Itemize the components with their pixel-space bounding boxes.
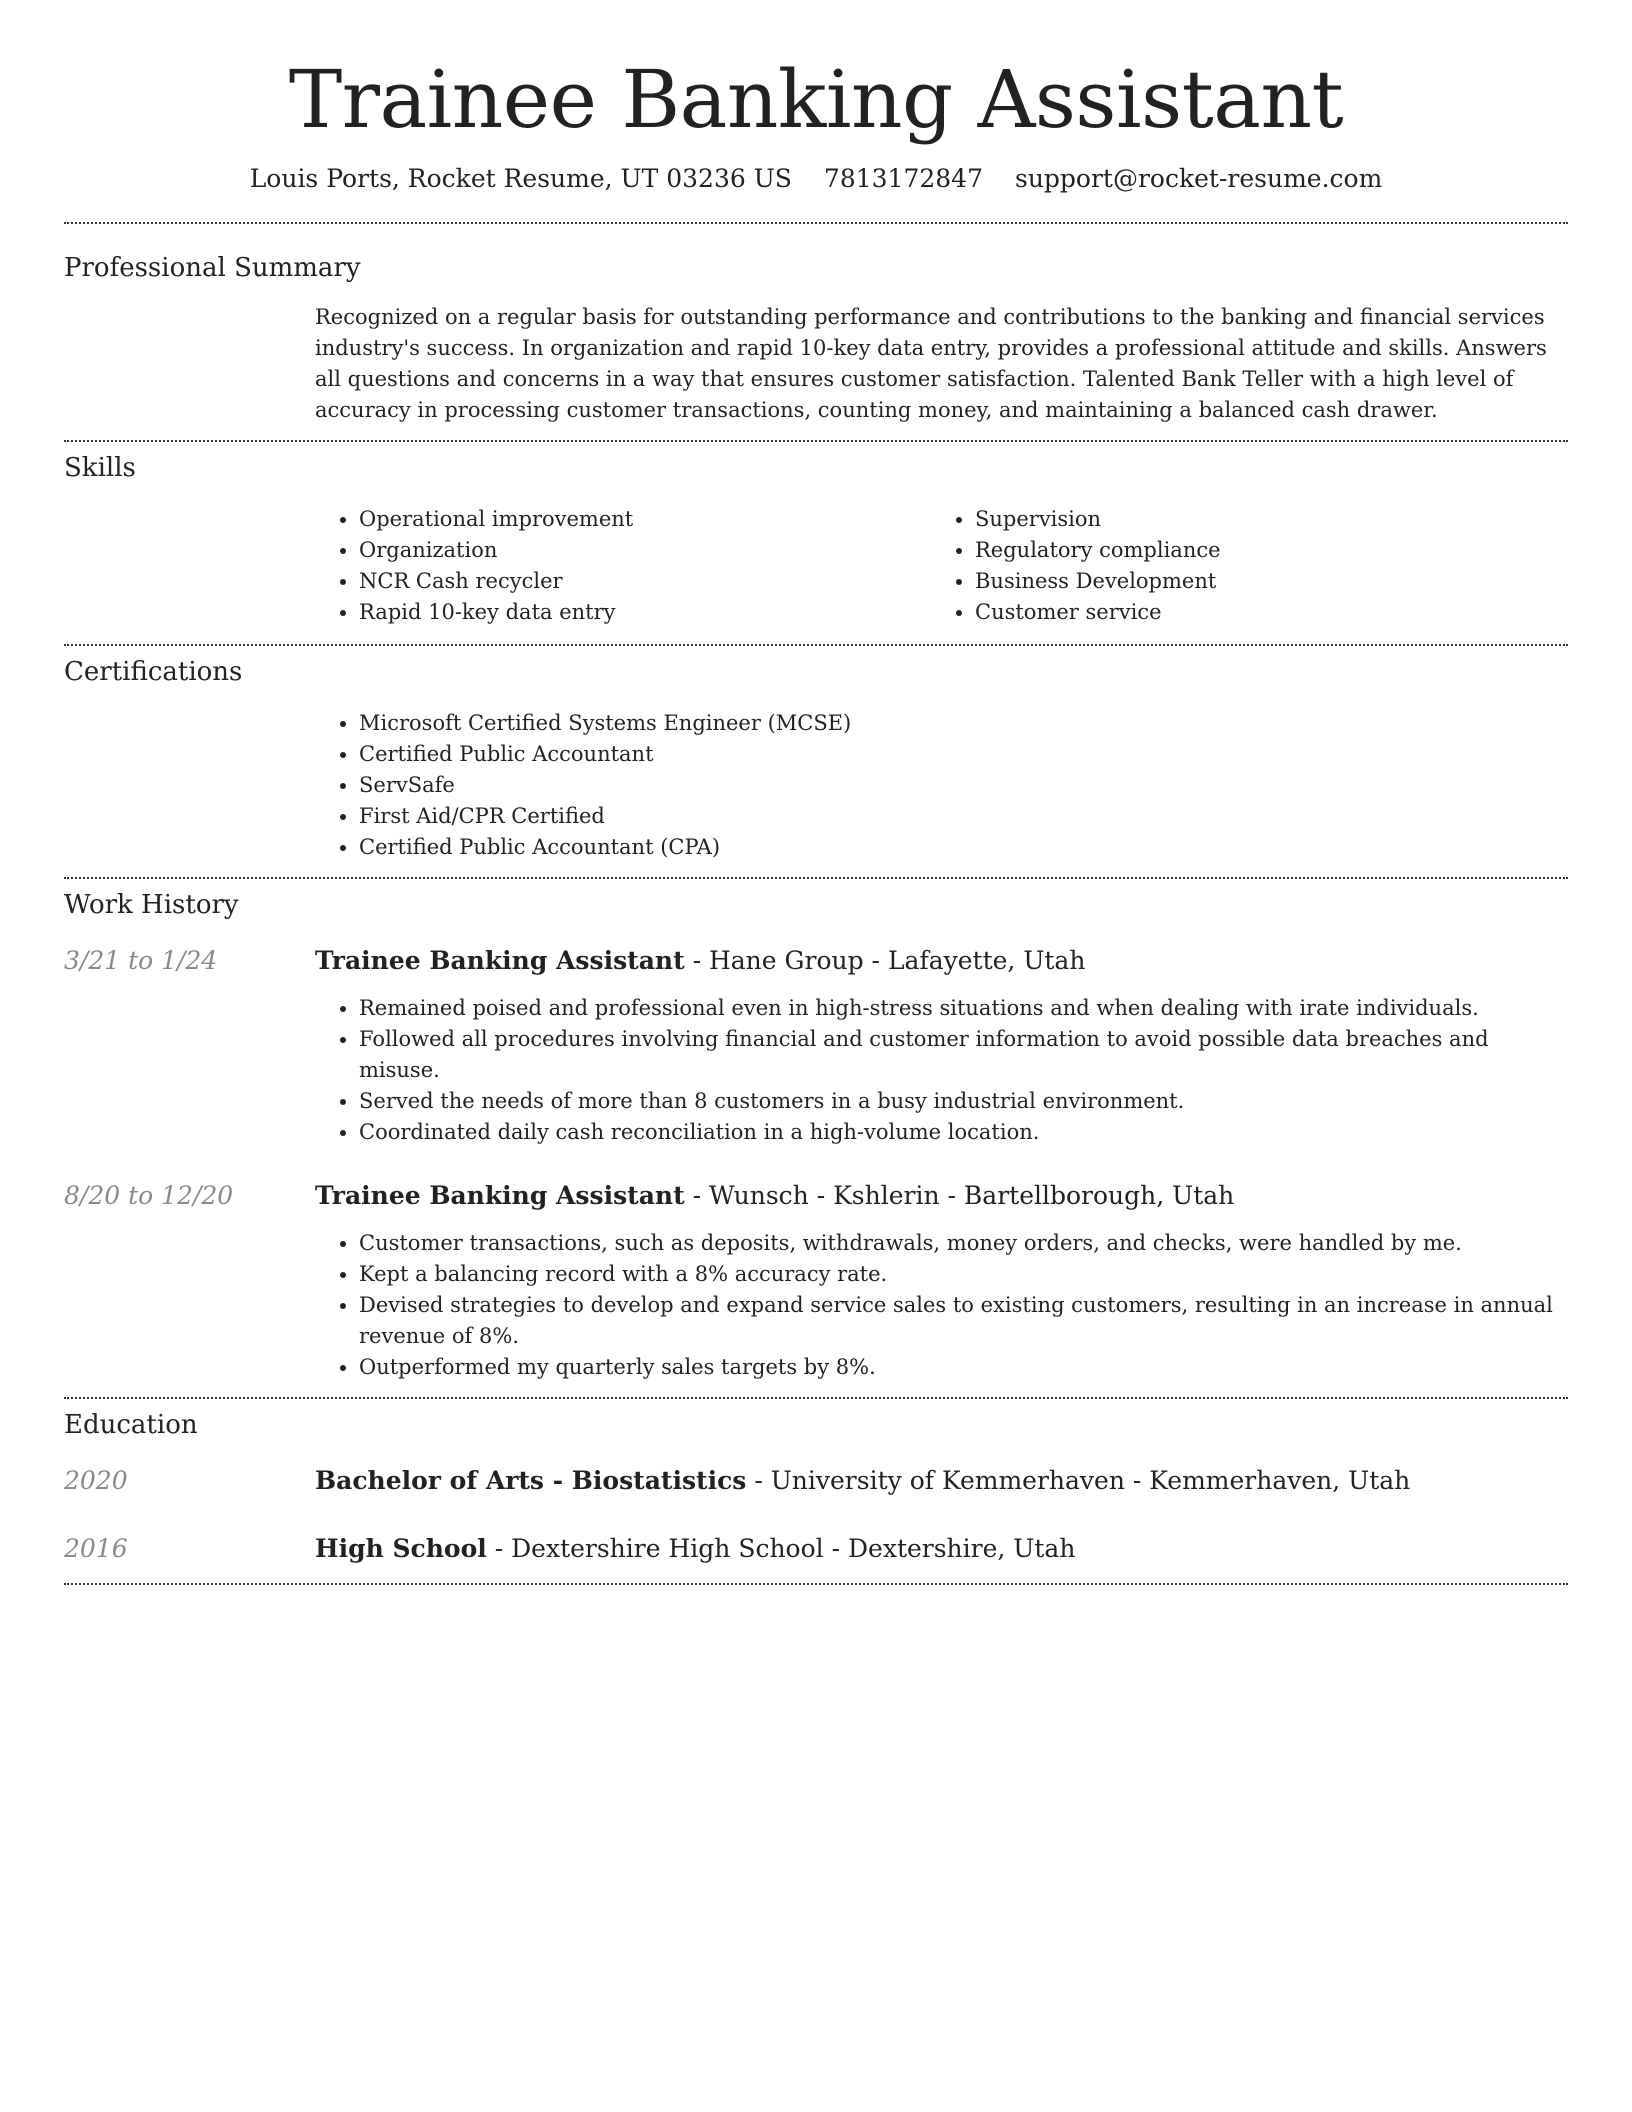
education-degree: Bachelor of Arts - Biostatistics (315, 1466, 747, 1495)
divider (64, 1583, 1568, 1585)
separator: - (684, 1181, 709, 1210)
education-school: University of Kemmerhaven (770, 1466, 1125, 1495)
skill-item: • Rapid 10-key data entry (359, 597, 931, 628)
job-bullet: • Coordinated daily cash reconciliation in a high-volume location. (359, 1117, 1568, 1148)
section-heading-education: Education (64, 1410, 198, 1440)
job-dates: 3/21 to 1/24 (64, 946, 218, 975)
job-bullet: • Outperformed my quarterly sales targets by 8%. (359, 1352, 1568, 1383)
job-entry (64, 943, 1568, 1148)
job-bullet: • Devised strategies to develop and expand service sales to existing customers, resulting in an increase in annual revenue of 8%. (359, 1290, 1568, 1352)
job-title: Trainee Banking Assistant (315, 1181, 685, 1210)
section-heading-skills: Skills (64, 453, 136, 483)
job-bullet: • Served the needs of more than 8 customers in a busy industrial environment. (359, 1086, 1568, 1117)
certification-item: • Certified Public Accountant (CPA) (359, 832, 1568, 863)
certification-item: • ServSafe (359, 770, 1568, 801)
separator: - (684, 946, 709, 975)
job-bullets (315, 993, 1568, 1148)
job-location: Lafayette, Utah (887, 946, 1086, 975)
skills-section (64, 442, 1568, 644)
job-bullet: • Customer transactions, such as deposits, withdrawals, money orders, and checks, were handled by me. (359, 1228, 1568, 1259)
resume-title: Trainee Banking Assistant (288, 53, 1344, 146)
separator: - (746, 1466, 771, 1495)
job-bullet: • Kept a balancing record with a 8% accuracy rate. (359, 1259, 1568, 1290)
skill-item: • Regulatory compliance (975, 535, 1547, 566)
education-year: 2020 (64, 1466, 128, 1495)
contact-address: Louis Ports, Rocket Resume, UT 03236 US (249, 164, 792, 193)
section-heading-certifications: Certifications (64, 657, 243, 687)
skills-list-right (931, 504, 1547, 628)
job-bullets (315, 1228, 1568, 1383)
skill-item: • NCR Cash recycler (359, 566, 931, 597)
skill-item: • Organization (359, 535, 931, 566)
job-heading (315, 943, 1568, 979)
skill-item: • Operational improvement (359, 504, 931, 535)
work-history-section (64, 879, 1568, 1397)
job-heading (315, 1178, 1568, 1214)
education-year: 2016 (64, 1534, 128, 1563)
education-entry (64, 1531, 1568, 1567)
certifications-section (64, 646, 1568, 877)
education-entry (64, 1463, 1568, 1499)
resume-page (64, 0, 1568, 1585)
job-location: Bartellborough, Utah (963, 1181, 1235, 1210)
job-bullet: • Remained poised and professional even in high-stress situations and when dealing with irate individuals. (359, 993, 1568, 1024)
certifications-list (315, 708, 1568, 863)
education-heading (315, 1463, 1568, 1499)
professional-summary-section (64, 224, 1568, 440)
separator: - (486, 1534, 512, 1563)
education-section (64, 1399, 1568, 1583)
skill-item: • Customer service (975, 597, 1547, 628)
skill-item: • Supervision (975, 504, 1547, 535)
job-entry (64, 1178, 1568, 1383)
contact-email: support@rocket-resume.com (1014, 164, 1383, 193)
skills-list-left (315, 504, 931, 628)
section-heading-work-history: Work History (64, 890, 239, 920)
certification-item: • Certified Public Accountant (359, 739, 1568, 770)
separator: - (939, 1181, 964, 1210)
summary-text: Recognized on a regular basis for outstanding performance and contributions to the banking and financial services industry's success. In organization and rapid 10-key data entry, provides a professional attitude and skills. Answers all questions and concerns in a way that ensures customer satisfaction. Talented Bank Teller with a high level of accuracy in processing customer transactions, counting money, and maintaining a balanced cash drawer. (315, 305, 1547, 422)
education-location: Kemmerhaven, Utah (1149, 1466, 1411, 1495)
skill-item: • Business Development (975, 566, 1547, 597)
job-company: Wunsch - Kshlerin (708, 1181, 940, 1210)
skills-grid (315, 504, 1568, 628)
education-degree: High School (315, 1534, 487, 1563)
section-heading-summary: Professional Summary (64, 253, 361, 283)
education-location: Dextershire, Utah (848, 1534, 1076, 1563)
separator: - (823, 1534, 848, 1563)
job-dates: 8/20 to 12/20 (64, 1181, 234, 1210)
contact-line (64, 162, 1568, 196)
separator: - (863, 946, 888, 975)
education-heading (315, 1531, 1568, 1567)
job-bullet: • Followed all procedures involving financial and customer information to avoid possible data breaches and misuse. (359, 1024, 1568, 1086)
education-school: Dextershire High School (511, 1534, 824, 1563)
certification-item: • Microsoft Certified Systems Engineer (MCSE) (359, 708, 1568, 739)
separator: - (1124, 1466, 1150, 1495)
job-company: Hane Group (708, 946, 864, 975)
contact-phone: 7813172847 (823, 164, 983, 193)
certification-item: • First Aid/CPR Certified (359, 801, 1568, 832)
job-title: Trainee Banking Assistant (315, 946, 685, 975)
